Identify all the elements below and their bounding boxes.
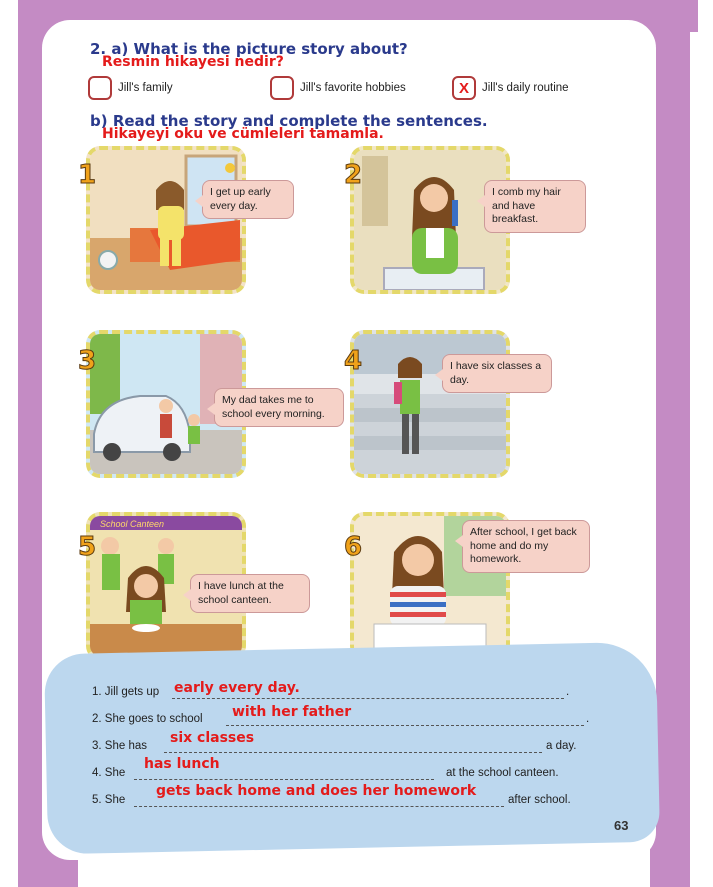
answer-2: with her father [232,704,352,720]
sentence-3-end: a day. [546,740,577,752]
canteen-sign: School Canteen [100,519,165,529]
option-checkbox-routine[interactable] [452,76,476,100]
option-checkbox-family[interactable] [88,76,112,100]
sentence-3-start: 3. She has [92,740,147,752]
story-panel-4 [350,330,510,478]
sentence-1-start: 1. Jill gets up [92,686,160,698]
speech-bubble-2: I comb my hair and have breakfast. [484,180,586,233]
panel-number-5: 5 [78,532,97,562]
sentence-1-end: . [566,686,570,698]
answer-3: six classes [170,730,255,746]
question-b-translation: Hikayeyi oku ve cümleleri tamamla. [102,126,384,142]
panel-number-4: 4 [344,346,363,376]
sentence-4-start: 4. She [92,767,126,779]
sentence-2-start: 2. She goes to school [92,713,203,725]
bedroom-illustration [90,150,242,290]
question-a-title: 2. a) What is the picture story about? [90,40,408,58]
option-mark: X [458,79,469,97]
speech-bubble-6: After school, I get back home and do my homework. [462,520,590,573]
question-a-translation: Resmin hikayesi nedir? [102,54,284,70]
option-label-routine: Jill's daily routine [482,82,569,94]
sentence-4-end: at the school canteen. [446,767,559,779]
sentence-2-end: . [586,713,590,725]
story-panel-1 [86,146,246,294]
option-checkbox-hobbies[interactable] [270,76,294,100]
answer-5: gets back home and does her homework [156,783,477,799]
answer-1: early every day. [174,680,300,696]
answer-4: has lunch [144,756,220,772]
speech-bubble-5: I have lunch at the school canteen. [190,574,310,613]
panel-number-6: 6 [344,532,363,562]
speech-bubble-1: I get up early every day. [202,180,294,219]
panel-number-3: 3 [78,346,97,376]
option-label-hobbies: Jill's favorite hobbies [300,82,406,94]
sentence-5-start: 5. She [92,794,126,806]
question-b-title: b) Read the story and complete the sentences. [90,112,488,130]
page-number: 63 [614,818,629,833]
option-label-family: Jill's family [118,82,173,94]
speech-bubble-4: I have six classes a day. [442,354,552,393]
panel-number-2: 2 [344,160,363,190]
sentence-5-end: after school. [508,794,571,806]
speech-bubble-3: My dad takes me to school every morning. [214,388,344,427]
panel-number-1: 1 [78,160,97,190]
